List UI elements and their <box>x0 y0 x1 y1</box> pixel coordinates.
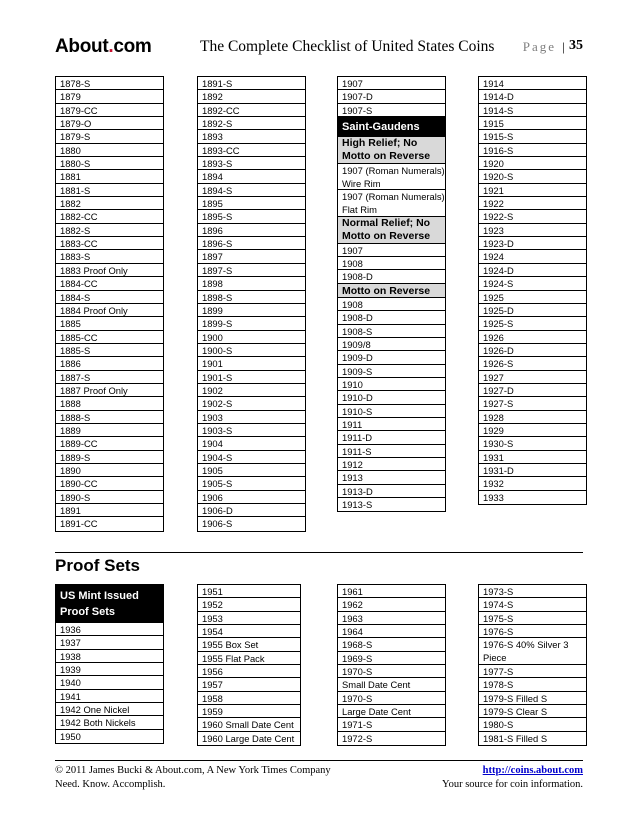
footer-divider <box>55 760 583 761</box>
list-item: 1922-S <box>479 210 586 223</box>
list-item: 1925-S <box>479 317 586 330</box>
proof-sets-column-3 <box>337 584 446 746</box>
list-item: 1925 <box>479 291 586 304</box>
list-item: 1915 <box>479 117 586 130</box>
list-item: 1930-S <box>479 437 586 450</box>
list-item: 1910-D <box>338 391 445 404</box>
list-item: 1980-S <box>479 718 586 731</box>
list-item: 1897-S <box>198 264 305 277</box>
list-item: 1907 <box>338 77 445 90</box>
list-item: 1879-O <box>56 117 163 130</box>
list-item: 1894-S <box>198 184 305 197</box>
list-item: 1926 <box>479 331 586 344</box>
coins-site-link[interactable]: http://coins.about.com <box>482 765 583 776</box>
list-item: 1883 Proof Only <box>56 264 163 277</box>
list-item: 1914 <box>479 77 586 90</box>
list-item: 1957 <box>198 678 300 691</box>
list-item: 1895-S <box>198 210 305 223</box>
list-item: 1888 <box>56 397 163 410</box>
list-item: 1928 <box>479 411 586 424</box>
source-text: Your source for coin information. <box>442 779 583 790</box>
list-item: 1923 <box>479 224 586 237</box>
list-item: 1892-S <box>198 117 305 130</box>
list-item: 1907 <box>338 244 445 257</box>
list-item: 1910-S <box>338 405 445 418</box>
list-item: 1960 Small Date Cent <box>198 718 300 731</box>
list-item: 1942 One Nickel <box>56 703 163 716</box>
list-item: 1976-S 40% Silver 3 Piece <box>479 638 586 665</box>
list-item: 1883-CC <box>56 237 163 250</box>
list-item: 1908 <box>338 298 445 311</box>
list-item: 1908-D <box>338 270 445 283</box>
page-separator: | <box>562 39 565 54</box>
list-item: 1896 <box>198 224 305 237</box>
list-item: 1909-D <box>338 351 445 364</box>
list-item: 1879-S <box>56 130 163 143</box>
list-item: 1893-S <box>198 157 305 170</box>
list-item: 1971-S <box>338 718 445 731</box>
list-item: 1931-D <box>479 464 586 477</box>
list-item: 1912 <box>338 458 445 471</box>
list-item: 1955 Box Set <box>198 638 300 651</box>
list-item: 1903-S <box>198 424 305 437</box>
list-item: Large Date Cent <box>338 705 445 718</box>
list-item: 1909/8 <box>338 338 445 351</box>
list-item: 1880 <box>56 144 163 157</box>
list-item: 1976-S <box>479 625 586 638</box>
list-item: 1907-S <box>338 104 445 117</box>
list-item: 1955 Flat Pack <box>198 652 300 665</box>
list-item: 1883-S <box>56 250 163 263</box>
checklist-column-1 <box>55 76 164 532</box>
list-item: 1916-S <box>479 144 586 157</box>
list-item: 1909-S <box>338 365 445 378</box>
list-item: 1960 Large Date Cent <box>202 732 295 744</box>
list-item: 1924-D <box>479 264 586 277</box>
list-item: 1891 <box>56 504 163 517</box>
list-item: 1892 <box>198 90 305 103</box>
list-item: 1890 <box>56 464 163 477</box>
list-item: 1906-D <box>198 504 305 517</box>
list-item: 1927-S <box>479 397 586 410</box>
list-item: 1887 Proof Only <box>56 384 163 397</box>
list-item: 1973-S <box>479 585 586 598</box>
checklist-column-2 <box>197 76 306 532</box>
list-item: 1942 Both Nickels <box>56 716 163 729</box>
list-item: 1911-S <box>338 445 445 458</box>
list-item: 1927 <box>479 371 586 384</box>
list-item: 1904-S <box>198 451 305 464</box>
page-number: 35 <box>569 38 583 53</box>
list-item: 1933 <box>483 491 504 503</box>
list-item: 1908-D <box>338 311 445 324</box>
list-item: 1925-D <box>479 304 586 317</box>
about-logo[interactable]: About.com <box>55 36 152 57</box>
list-item: 1923-D <box>479 237 586 250</box>
list-item: 1910 <box>338 378 445 391</box>
list-item: 1977-S <box>479 665 586 678</box>
list-item: 1914-S <box>479 104 586 117</box>
list-item: 1920 <box>479 157 586 170</box>
footer-right <box>442 764 583 792</box>
list-item: 1886 <box>56 357 163 370</box>
list-item: 1929 <box>479 424 586 437</box>
list-item: 1908-S <box>338 325 445 338</box>
footer-left <box>55 764 331 792</box>
list-item: 1926-D <box>479 344 586 357</box>
list-item: 1888-S <box>56 411 163 424</box>
proof-sets-column-4 <box>478 584 587 746</box>
list-item: 1981-S Filled S <box>483 732 548 744</box>
list-item: 1903 <box>198 411 305 424</box>
list-item: 1915-S <box>479 130 586 143</box>
list-item: 1893 <box>198 130 305 143</box>
list-item: 1956 <box>198 665 300 678</box>
list-item: 1891-CC <box>60 518 98 530</box>
list-item: 1899 <box>198 304 305 317</box>
proof-sets-column-1 <box>55 584 164 744</box>
list-item: 1905-S <box>198 477 305 490</box>
list-item: 1941 <box>56 690 163 703</box>
list-item: 1964 <box>338 625 445 638</box>
list-item: 1882 <box>56 197 163 210</box>
list-item: 1887-S <box>56 371 163 384</box>
list-item: 1889 <box>56 424 163 437</box>
list-item: 1901 <box>198 357 305 370</box>
list-item: 1894 <box>198 170 305 183</box>
list-item: 1907-D <box>338 90 445 103</box>
list-item: 1974-S <box>479 598 586 611</box>
list-item: 1878-S <box>56 77 163 90</box>
list-item: 1899-S <box>198 317 305 330</box>
list-item: 1958 <box>198 692 300 705</box>
high-relief-header: High Relief; No Motto on Reverse <box>338 137 445 164</box>
list-item: 1937 <box>56 636 163 649</box>
list-item: Small Date Cent <box>338 678 445 691</box>
list-item: 1902 <box>198 384 305 397</box>
list-item: 1961 <box>338 585 445 598</box>
list-item: 1962 <box>338 598 445 611</box>
list-item: 1907 (Roman Numerals) Flat Rim <box>338 190 445 217</box>
list-item: 1881-S <box>56 184 163 197</box>
list-item: 1890-S <box>56 491 163 504</box>
list-item: 1889-S <box>56 451 163 464</box>
list-item: 1924 <box>479 250 586 263</box>
checklist-column-4 <box>478 76 587 505</box>
list-item: 1954 <box>198 625 300 638</box>
checklist-column-3 <box>337 76 446 512</box>
list-item: 1879-CC <box>56 104 163 117</box>
section-divider <box>55 552 583 553</box>
list-item: 1978-S <box>479 678 586 691</box>
list-item: 1951 <box>198 585 300 598</box>
list-item: 1900 <box>198 331 305 344</box>
list-item: 1936 <box>56 623 163 636</box>
list-item: 1932 <box>479 477 586 490</box>
list-item: 1907 (Roman Numerals) Wire Rim <box>338 164 445 191</box>
list-item: 1882-CC <box>56 210 163 223</box>
list-item: 1969-S <box>338 652 445 665</box>
list-item: 1963 <box>338 612 445 625</box>
list-item: 1882-S <box>56 224 163 237</box>
list-item: 1898-S <box>198 291 305 304</box>
list-item: 1911 <box>338 418 445 431</box>
list-item: 1924-S <box>479 277 586 290</box>
list-item: 1897 <box>198 250 305 263</box>
list-item: 1911-D <box>338 431 445 444</box>
list-item: 1931 <box>479 451 586 464</box>
list-item: 1893-CC <box>198 144 305 157</box>
list-item: 1968-S <box>338 638 445 651</box>
list-item: 1885-S <box>56 344 163 357</box>
list-item: 1884-CC <box>56 277 163 290</box>
list-item: 1953 <box>198 612 300 625</box>
list-item: 1952 <box>198 598 300 611</box>
list-item: 1904 <box>198 437 305 450</box>
list-item: 1891-S <box>198 77 305 90</box>
list-item: 1940 <box>56 676 163 689</box>
list-item: 1885 <box>56 317 163 330</box>
list-item: 1880-S <box>56 157 163 170</box>
list-item: 1927-D <box>479 384 586 397</box>
page-header <box>55 30 583 62</box>
list-item: 1906 <box>198 491 305 504</box>
saint-gaudens-header: Saint-Gaudens <box>338 117 445 137</box>
list-item: 1896-S <box>198 237 305 250</box>
list-item: 1913-S <box>342 498 373 510</box>
list-item: 1905 <box>198 464 305 477</box>
list-item: 1959 <box>198 705 300 718</box>
list-item: 1921 <box>479 184 586 197</box>
list-item: 1884 Proof Only <box>56 304 163 317</box>
list-item: 1901-S <box>198 371 305 384</box>
list-item: 1939 <box>56 663 163 676</box>
list-item: 1970-S <box>338 692 445 705</box>
list-item: 1975-S <box>479 612 586 625</box>
list-item: 1884-S <box>56 291 163 304</box>
tagline-text: Need. Know. Accomplish. <box>55 779 166 790</box>
list-item: 1879 <box>56 90 163 103</box>
list-item: 1895 <box>198 197 305 210</box>
list-item: 1902-S <box>198 397 305 410</box>
list-item: 1898 <box>198 277 305 290</box>
list-item: 1906-S <box>202 518 233 530</box>
list-item: 1970-S <box>338 665 445 678</box>
list-item: 1900-S <box>198 344 305 357</box>
list-item: 1914-D <box>479 90 586 103</box>
document-title: The Complete Checklist of United States Coins <box>200 38 495 55</box>
list-item: 1908 <box>338 257 445 270</box>
list-item: 1913-D <box>338 485 445 498</box>
list-item: 1979-S Filled S <box>479 692 586 705</box>
list-item: 1979-S Clear S <box>479 705 586 718</box>
list-item: 1920-S <box>479 170 586 183</box>
list-item: 1890-CC <box>56 477 163 490</box>
list-item: 1938 <box>56 650 163 663</box>
list-item: 1881 <box>56 170 163 183</box>
us-mint-proof-sets-header: US Mint Issued Proof Sets <box>56 585 163 623</box>
page-label: Page <box>522 39 556 54</box>
list-item: 1889-CC <box>56 437 163 450</box>
normal-relief-header: Normal Relief; No Motto on Reverse <box>338 217 445 244</box>
proof-sets-column-2 <box>197 584 301 746</box>
copyright-text: © 2011 James Bucki & About.com, A New York Times Company <box>55 765 331 776</box>
list-item: 1892-CC <box>198 104 305 117</box>
list-item: 1922 <box>479 197 586 210</box>
proof-sets-heading: Proof Sets <box>55 556 141 575</box>
list-item: 1972-S <box>342 732 373 744</box>
motto-header: Motto on Reverse <box>338 284 445 298</box>
list-item: 1885-CC <box>56 331 163 344</box>
list-item: 1926-S <box>479 357 586 370</box>
list-item: 1950 <box>60 730 81 742</box>
list-item: 1913 <box>338 471 445 484</box>
